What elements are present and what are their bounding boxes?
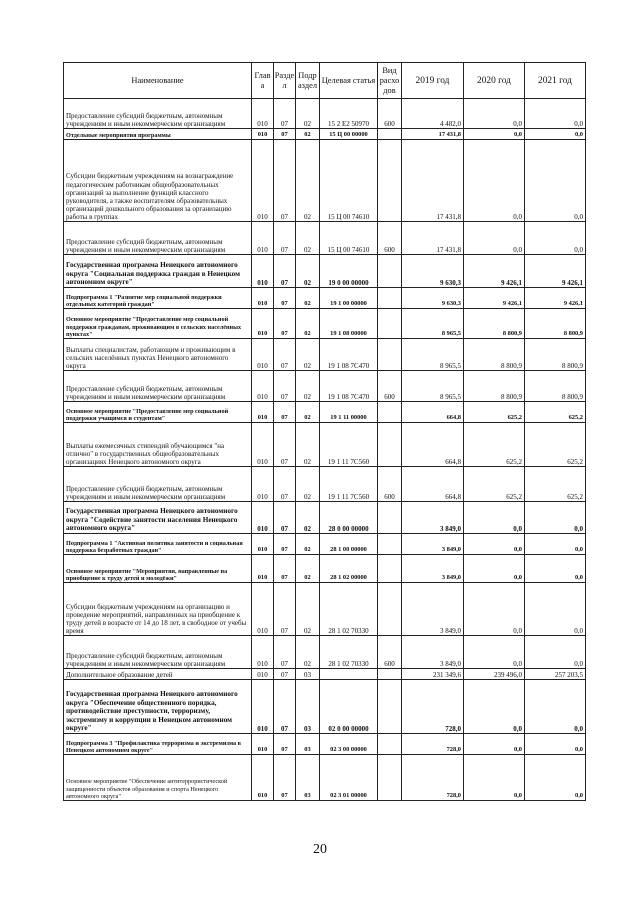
row-2019-cell: 3 849,0 [402, 502, 464, 534]
page-number: 20 [313, 842, 327, 857]
row-razdel-cell: 07 [274, 222, 296, 255]
row-razdel-cell: 07 [274, 534, 296, 555]
row-2021-cell: 0,0 [525, 583, 586, 636]
row-2019-cell: 664,8 [402, 402, 464, 423]
table-row [64, 99, 586, 129]
col-header-podrazdel: Подр аздел [296, 63, 320, 99]
row-2021-cell: 0,0 [525, 129, 586, 140]
row-2021-cell: 9 426,1 [525, 255, 586, 288]
row-vid-cell [378, 339, 402, 371]
row-glava-cell: 010 [252, 755, 274, 801]
row-target-cell: 28 1 02 70330 [320, 583, 378, 636]
row-razdel-cell: 07 [274, 669, 296, 680]
row-podrazdel-cell: 02 [296, 339, 320, 371]
row-glava-cell: 010 [252, 339, 274, 371]
row-2019-cell: 9 630,3 [402, 288, 464, 309]
table-row [64, 755, 586, 801]
row-glava-cell: 010 [252, 680, 274, 734]
row-2021-cell: 0,0 [525, 555, 586, 583]
row-target-cell: 19 1 11 7С560 [320, 467, 378, 502]
table-row [64, 534, 586, 555]
row-2019-cell: 17 431,8 [402, 129, 464, 140]
row-2019-cell: 4 482,0 [402, 99, 464, 129]
row-2021-cell: 0,0 [525, 502, 586, 534]
row-2021-cell: 0,0 [525, 734, 586, 755]
row-2021-cell: 9 426,1 [525, 288, 586, 309]
row-glava-cell: 010 [252, 502, 274, 534]
row-razdel-cell: 07 [274, 555, 296, 583]
table-row [64, 222, 586, 255]
row-target-cell: 19 1 11 7С560 [320, 423, 378, 467]
row-2020-cell: 8 800,9 [464, 339, 525, 371]
row-razdel-cell: 07 [274, 502, 296, 534]
row-2020-cell: 0,0 [464, 222, 525, 255]
row-vid-cell: 600 [378, 99, 402, 129]
row-target-cell: 19 1 08 7С470 [320, 371, 378, 402]
col-header-vid: Вид расхо дов [378, 63, 402, 99]
row-vid-cell: 600 [378, 371, 402, 402]
row-name-cell: Выплаты специалистам, работающим и проживающим в сельских населённых пунктах Ненецкого автономного округа [64, 339, 252, 371]
row-vid-cell [378, 309, 402, 339]
row-glava-cell: 010 [252, 129, 274, 140]
row-podrazdel-cell: 02 [296, 222, 320, 255]
row-vid-cell: 600 [378, 467, 402, 502]
row-2021-cell: 625,2 [525, 423, 586, 467]
row-glava-cell: 010 [252, 467, 274, 502]
row-vid-cell: 600 [378, 222, 402, 255]
row-razdel-cell: 07 [274, 755, 296, 801]
row-name-cell: Отдельные мероприятия программы [64, 129, 252, 140]
row-target-cell: 15 Ц 00 74610 [320, 140, 378, 222]
row-name-cell: Предоставление субсидий бюджетным, автономным учреждениям и иным некоммерческим организациям [64, 99, 252, 129]
row-podrazdel-cell: 03 [296, 734, 320, 755]
row-target-cell: 28 1 02 00000 [320, 555, 378, 583]
table-row [64, 255, 586, 288]
row-target-cell: 19 1 08 7С470 [320, 339, 378, 371]
row-glava-cell: 010 [252, 255, 274, 288]
row-name-cell: Субсидии бюджетным учреждениям на организацию и проведение мероприятий, направленных на приобщение к труду детей в возрасте от 14 до 18 лет, в свободное от учебы время [64, 583, 252, 636]
row-name-cell: Предоставление субсидий бюджетным, автономным учреждениям и иным некоммерческим организациям [64, 467, 252, 502]
row-vid-cell [378, 255, 402, 288]
row-name-cell: Основное мероприятие "Обеспечение антитеррористической защищенности объектов образования и спорта Ненецкого автономного округа" [64, 755, 252, 801]
row-target-cell: 19 1 08 00000 [320, 309, 378, 339]
row-2021-cell: 8 800,9 [525, 339, 586, 371]
row-podrazdel-cell: 02 [296, 309, 320, 339]
row-2021-cell: 0,0 [525, 140, 586, 222]
row-2021-cell: 257 203,5 [525, 669, 586, 680]
row-vid-cell [378, 669, 402, 680]
row-podrazdel-cell: 02 [296, 99, 320, 129]
row-name-cell: Выплаты ежемесячных стипендий обучающимся "на отлично" в государственных общеобразовательных организациях Ненецкого автономного округа [64, 423, 252, 467]
row-glava-cell: 010 [252, 583, 274, 636]
row-vid-cell [378, 140, 402, 222]
row-target-cell: 02 0 00 00000 [320, 680, 378, 734]
row-2019-cell: 728,0 [402, 680, 464, 734]
row-target-cell: 02 3 00 00000 [320, 734, 378, 755]
row-target-cell [320, 669, 378, 680]
row-2019-cell: 3 849,0 [402, 555, 464, 583]
row-vid-cell [378, 502, 402, 534]
row-name-cell: Государственная программа Ненецкого автономного округа "Обеспечение общественного порядка, противодействие преступности, терроризму, экстремизму и коррупции в Ненецком автономном округе" [64, 680, 252, 734]
row-podrazdel-cell: 03 [296, 669, 320, 680]
row-name-cell: Подпрограмма 1 "Развитие мер социальной поддержки отдельных категорий граждан" [64, 288, 252, 309]
col-header-target: Целевая статья [320, 63, 378, 99]
row-2021-cell: 0,0 [525, 534, 586, 555]
row-glava-cell: 010 [252, 669, 274, 680]
row-target-cell: 15 Ц 00 00000 [320, 129, 378, 140]
budget-table [63, 62, 586, 801]
row-name-cell: Подпрограмма 3 "Профилактика терроризма и экстремизма в Ненецком автономном округе" [64, 734, 252, 755]
row-target-cell: 19 1 11 00000 [320, 402, 378, 423]
row-razdel-cell: 07 [274, 140, 296, 222]
table-body [64, 99, 586, 801]
row-razdel-cell: 07 [274, 309, 296, 339]
row-2019-cell: 8 965,5 [402, 371, 464, 402]
row-2019-cell: 3 849,0 [402, 636, 464, 669]
row-2021-cell: 0,0 [525, 222, 586, 255]
row-vid-cell [378, 734, 402, 755]
row-vid-cell: 600 [378, 636, 402, 669]
col-header-2020: 2020 год [464, 63, 525, 99]
table-row [64, 502, 586, 534]
row-2020-cell: 0,0 [464, 140, 525, 222]
row-2021-cell: 0,0 [525, 680, 586, 734]
row-2019-cell: 664,8 [402, 423, 464, 467]
table-row [64, 288, 586, 309]
row-name-cell: Основное мероприятие "Мероприятия, направленные на приобщение к труду детей и молодёжи" [64, 555, 252, 583]
row-2020-cell: 0,0 [464, 555, 525, 583]
row-razdel-cell: 07 [274, 636, 296, 669]
table-row [64, 371, 586, 402]
row-podrazdel-cell: 02 [296, 129, 320, 140]
row-name-cell: Дополнительное образование детей [64, 669, 252, 680]
row-podrazdel-cell: 02 [296, 371, 320, 402]
row-vid-cell [378, 288, 402, 309]
row-target-cell: 28 0 00 00000 [320, 502, 378, 534]
row-2020-cell: 0,0 [464, 755, 525, 801]
row-glava-cell: 010 [252, 555, 274, 583]
row-2020-cell: 9 426,1 [464, 255, 525, 288]
table-row [64, 423, 586, 467]
table-row [64, 680, 586, 734]
row-target-cell: 28 1 02 70330 [320, 636, 378, 669]
row-razdel-cell: 07 [274, 467, 296, 502]
table-header-row [64, 63, 586, 99]
row-razdel-cell: 07 [274, 99, 296, 129]
row-2020-cell: 0,0 [464, 583, 525, 636]
row-vid-cell [378, 534, 402, 555]
row-glava-cell: 010 [252, 402, 274, 423]
row-name-cell: Основное мероприятие "Предоставление мер социальной поддержки гражданам, проживающим в сельских населённых пунктах" [64, 309, 252, 339]
row-name-cell: Подпрограмма 1 "Активная политика занятости и социальная поддержка безработных граждан" [64, 534, 252, 555]
table-row [64, 339, 586, 371]
table-row [64, 467, 586, 502]
row-2021-cell: 0,0 [525, 755, 586, 801]
table-row [64, 309, 586, 339]
col-header-2021: 2021 год [525, 63, 586, 99]
row-2020-cell: 8 800,9 [464, 309, 525, 339]
row-name-cell: Государственная программа Ненецкого автономного округа "Социальная поддержка граждан в Ненецком автономном округе" [64, 255, 252, 288]
row-vid-cell [378, 680, 402, 734]
row-target-cell: 19 1 00 00000 [320, 288, 378, 309]
row-2021-cell: 625,2 [525, 467, 586, 502]
row-2019-cell: 728,0 [402, 755, 464, 801]
row-razdel-cell: 07 [274, 288, 296, 309]
row-podrazdel-cell: 02 [296, 534, 320, 555]
row-podrazdel-cell: 03 [296, 680, 320, 734]
row-glava-cell: 010 [252, 288, 274, 309]
row-name-cell: Предоставление субсидий бюджетным, автономным учреждениям и иным некоммерческим организациям [64, 222, 252, 255]
budget-table-sheet [63, 62, 585, 801]
row-target-cell: 02 3 01 00000 [320, 755, 378, 801]
row-target-cell: 15 Ц 00 74610 [320, 222, 378, 255]
row-razdel-cell: 07 [274, 583, 296, 636]
row-glava-cell: 010 [252, 636, 274, 669]
row-name-cell: Субсидии бюджетным учреждениям на вознаграждение педагогическим работникам общеобразовательных организаций за выполнение функций классного руководителя, а также воспитателям образовательных организаций дошкольного образования за организацию работы в группах [64, 140, 252, 222]
row-podrazdel-cell: 02 [296, 423, 320, 467]
row-podrazdel-cell: 02 [296, 467, 320, 502]
table-row [64, 402, 586, 423]
row-2020-cell: 625,2 [464, 467, 525, 502]
row-razdel-cell: 07 [274, 129, 296, 140]
row-podrazdel-cell: 02 [296, 583, 320, 636]
col-header-glava: Глав а [252, 63, 274, 99]
row-2019-cell: 231 349,6 [402, 669, 464, 680]
row-name-cell: Основное мероприятие "Предоставление мер социальной поддержки учащимся и студентам" [64, 402, 252, 423]
table-row [64, 734, 586, 755]
row-glava-cell: 010 [252, 423, 274, 467]
col-header-name: Наименование [64, 63, 252, 99]
row-podrazdel-cell: 02 [296, 555, 320, 583]
row-razdel-cell: 07 [274, 371, 296, 402]
row-podrazdel-cell: 03 [296, 755, 320, 801]
row-razdel-cell: 07 [274, 734, 296, 755]
row-razdel-cell: 07 [274, 255, 296, 288]
row-target-cell: 15 2 Е2 50970 [320, 99, 378, 129]
row-glava-cell: 010 [252, 140, 274, 222]
row-2020-cell: 625,2 [464, 402, 525, 423]
row-target-cell: 19 0 00 00000 [320, 255, 378, 288]
row-glava-cell: 010 [252, 734, 274, 755]
row-2019-cell: 3 849,0 [402, 534, 464, 555]
col-header-razdel: Разде л [274, 63, 296, 99]
row-2019-cell: 8 965,5 [402, 309, 464, 339]
row-glava-cell: 010 [252, 222, 274, 255]
row-2020-cell: 625,2 [464, 423, 525, 467]
row-2020-cell: 0,0 [464, 680, 525, 734]
row-2020-cell: 0,0 [464, 99, 525, 129]
table-row [64, 583, 586, 636]
row-podrazdel-cell: 02 [296, 402, 320, 423]
row-2021-cell: 0,0 [525, 636, 586, 669]
row-2020-cell: 9 426,1 [464, 288, 525, 309]
row-podrazdel-cell: 02 [296, 288, 320, 309]
row-2021-cell: 625,2 [525, 402, 586, 423]
row-vid-cell [378, 555, 402, 583]
row-2019-cell: 664,8 [402, 467, 464, 502]
row-target-cell: 28 1 00 00000 [320, 534, 378, 555]
row-2019-cell: 9 630,3 [402, 255, 464, 288]
row-glava-cell: 010 [252, 309, 274, 339]
row-vid-cell [378, 423, 402, 467]
row-podrazdel-cell: 02 [296, 636, 320, 669]
row-vid-cell [378, 402, 402, 423]
row-2019-cell: 8 965,5 [402, 339, 464, 371]
table-row [64, 669, 586, 680]
row-name-cell: Государственная программа Ненецкого автономного округа "Содействие занятости населения Ненецкого автономного округа" [64, 502, 252, 534]
row-podrazdel-cell: 02 [296, 140, 320, 222]
row-2020-cell: 0,0 [464, 636, 525, 669]
row-2021-cell: 0,0 [525, 99, 586, 129]
row-razdel-cell: 07 [274, 423, 296, 467]
row-2020-cell: 0,0 [464, 734, 525, 755]
row-glava-cell: 010 [252, 534, 274, 555]
row-2020-cell: 0,0 [464, 534, 525, 555]
row-2021-cell: 8 800,9 [525, 309, 586, 339]
row-2019-cell: 17 431,8 [402, 222, 464, 255]
row-2020-cell: 8 800,9 [464, 371, 525, 402]
row-2019-cell: 17 431,8 [402, 140, 464, 222]
row-vid-cell [378, 129, 402, 140]
row-vid-cell [378, 583, 402, 636]
row-2020-cell: 0,0 [464, 502, 525, 534]
row-2020-cell: 0,0 [464, 129, 525, 140]
row-2021-cell: 8 800,9 [525, 371, 586, 402]
row-razdel-cell: 07 [274, 402, 296, 423]
row-name-cell: Предоставление субсидий бюджетным, автономным учреждениям и иным некоммерческим организациям [64, 371, 252, 402]
row-razdel-cell: 07 [274, 680, 296, 734]
row-2019-cell: 728,0 [402, 734, 464, 755]
col-header-2019: 2019 год [402, 63, 464, 99]
row-razdel-cell: 07 [274, 339, 296, 371]
row-name-cell: Предоставление субсидий бюджетным, автономным учреждениям и иным некоммерческим организациям [64, 636, 252, 669]
row-2019-cell: 3 849,0 [402, 583, 464, 636]
row-podrazdel-cell: 02 [296, 255, 320, 288]
row-glava-cell: 010 [252, 99, 274, 129]
row-podrazdel-cell: 02 [296, 502, 320, 534]
table-row [64, 140, 586, 222]
row-2020-cell: 239 496,0 [464, 669, 525, 680]
row-vid-cell [378, 755, 402, 801]
table-row [64, 636, 586, 669]
table-row [64, 555, 586, 583]
row-glava-cell: 010 [252, 371, 274, 402]
table-row [64, 129, 586, 140]
